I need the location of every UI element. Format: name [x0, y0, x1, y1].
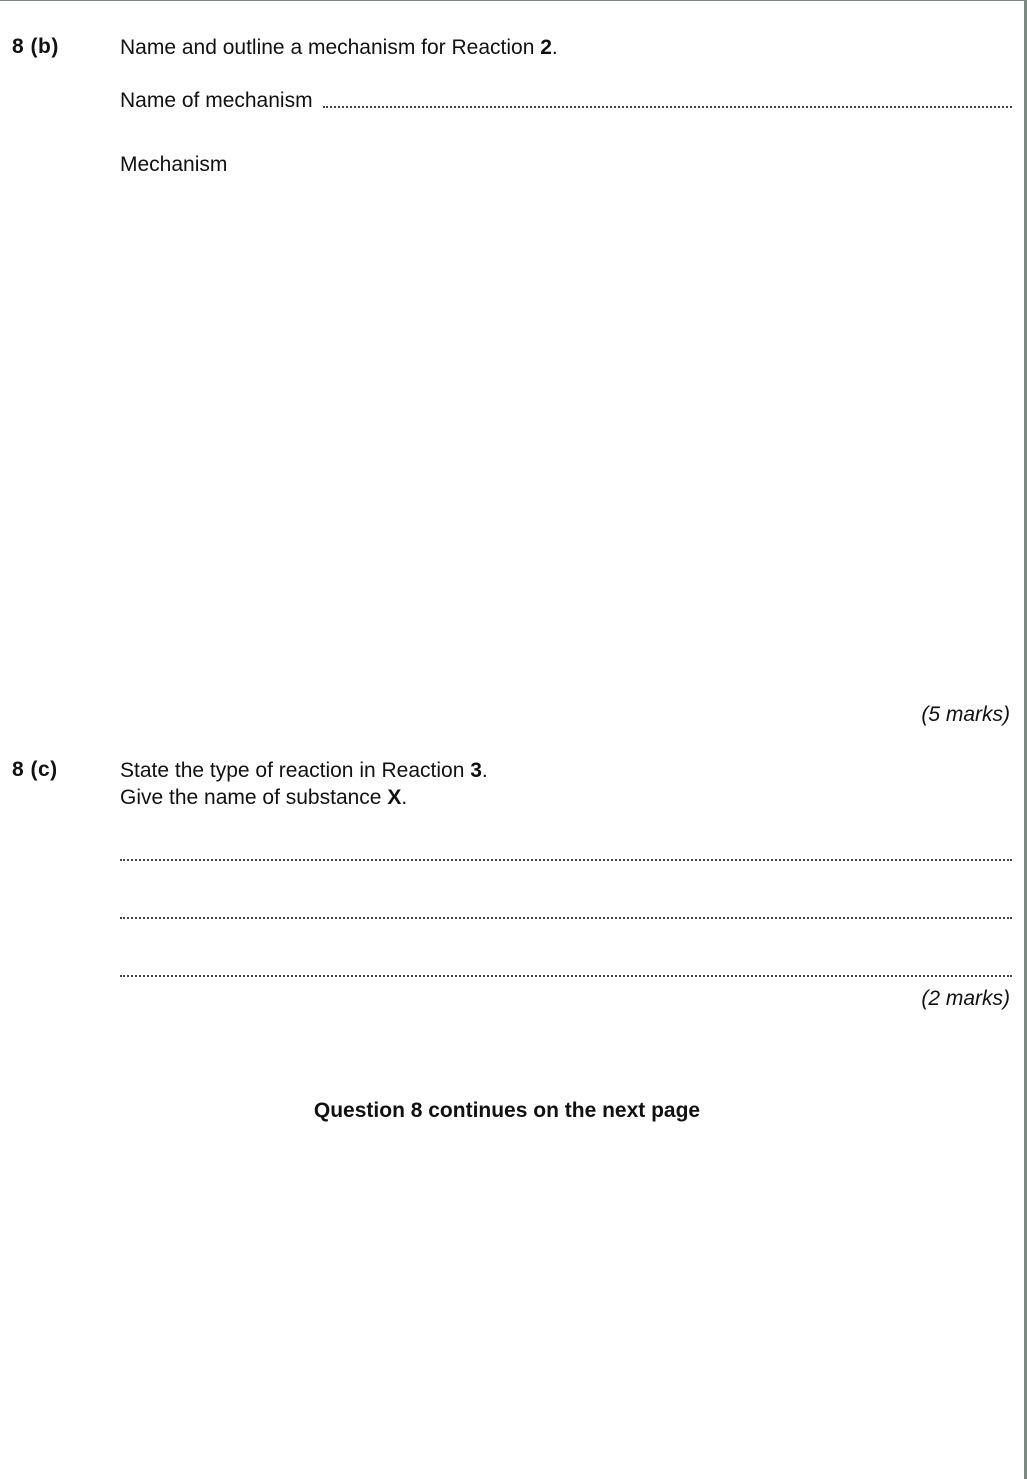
prompt-line-2-bold: X [387, 786, 402, 809]
continues-notice: Question 8 continues on the next page [313, 1099, 701, 1122]
prompt-text: Name and outline a mechanism for Reaction [120, 36, 541, 59]
mechanism-name-answer-line[interactable] [323, 106, 1012, 108]
answer-line-2[interactable] [120, 915, 1012, 919]
prompt-line-1-bold: 3 [470, 759, 482, 782]
prompt-line-2-text: Give the name of substance [120, 786, 388, 809]
answer-line-1[interactable] [120, 857, 1012, 861]
mechanism-name-answer-row [120, 89, 1012, 113]
question-8b-prompt [120, 34, 558, 61]
marks-8c: (2 marks) [921, 987, 1010, 1010]
question-number-8c: 8 (c) [12, 758, 58, 781]
marks-8b: (5 marks) [921, 703, 1010, 726]
prompt-line-2 [120, 784, 488, 811]
prompt-reaction-number: 2 [540, 36, 552, 59]
mechanism-name-label: Name of mechanism [120, 89, 313, 112]
prompt-line-1-period: . [481, 759, 488, 782]
mechanism-label: Mechanism [120, 153, 228, 176]
prompt-line-2-period: . [401, 786, 408, 809]
prompt-line-1 [120, 757, 488, 784]
answer-line-3[interactable] [120, 973, 1012, 977]
mechanism-answer-space[interactable] [120, 191, 1012, 691]
question-8c-prompt [120, 757, 488, 811]
prompt-period: . [551, 36, 558, 59]
prompt-line-1-text: State the type of reaction in Reaction [120, 759, 471, 782]
question-number-8b: 8 (b) [12, 35, 59, 58]
